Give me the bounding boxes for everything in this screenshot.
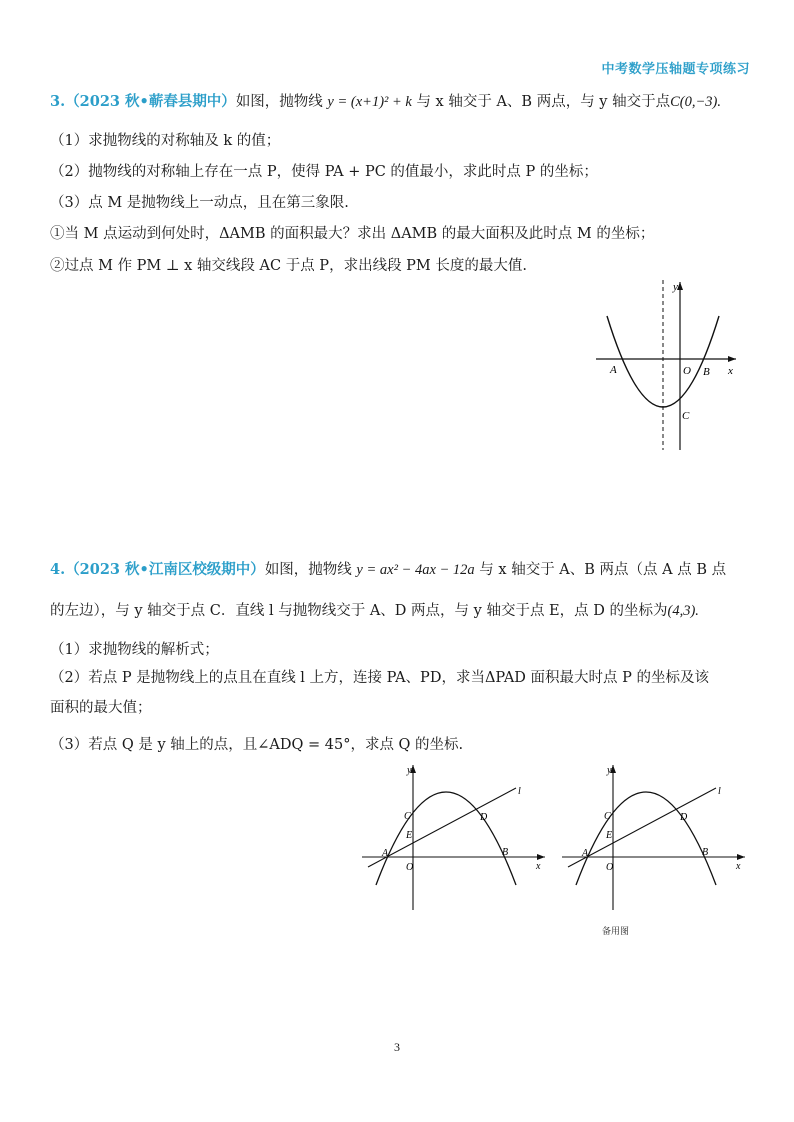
q4-stem-line2 [50, 601, 699, 621]
q3-stem-b: 与 x 轴交于 A、B 两点，与 y 轴交于点 [416, 94, 671, 110]
q4-stem-a: 如图，抛物线 [264, 562, 352, 578]
q3-fig-O-label: O [683, 365, 691, 377]
q3-fig-C-label: C [682, 410, 690, 422]
q3-number: 3. [50, 93, 66, 110]
q4-fig-O-label: O [406, 862, 414, 873]
q4-fig-y-label: y [407, 765, 412, 776]
q3-source: （2023 秋•蕲春县期中） [65, 93, 236, 110]
q4-equation: y = ax² − 4ax − 12a [356, 562, 475, 578]
q4-stem-b: 与 x 轴交于 A、B 两点（点 A 点 B 点 [479, 562, 727, 578]
q3-fig-y-label: y [673, 281, 678, 293]
q4-figure-main [358, 760, 550, 912]
q4-backup-l-label: l [718, 786, 721, 797]
q4-part2: （2）若点 P 是抛物线上的点且在直线 l 上方，连接 PA、PD，求当ΔPAD 面积最大时点 P 的坐标及该 [50, 670, 710, 686]
q4-figure-backup [558, 760, 750, 912]
q4-fig-E-label: E [406, 830, 413, 841]
q3-stem [50, 92, 721, 112]
page-number: 3 [394, 1040, 400, 1054]
q3-fig-B-label: B [703, 366, 710, 378]
q4-fig-l-label: l [518, 786, 521, 797]
q4-backup-O-label: O [606, 862, 614, 873]
backup-figure-caption: 备用图 [602, 927, 630, 937]
q3-equation: y = (x+1)² + k [327, 94, 412, 110]
q3-fig-x-label: x [728, 365, 733, 377]
q4-backup-x-label: x [736, 861, 741, 872]
q4-fig-D-label: D [480, 812, 488, 823]
q3-part3: （3）点 M 是抛物线上一动点，且在第三象限. [50, 195, 349, 211]
q4-stem-c: 的左边），与 y 轴交于点 C．直线 l 与抛物线交于 A、D 两点，与 y 轴交于点 E，点 D 的坐标为 [50, 603, 668, 619]
q4-part2b: 面积的最大值； [50, 700, 152, 716]
q4-backup-B-label: B [702, 847, 709, 858]
q4-stem [50, 560, 726, 580]
q4-fig-A-label: A [382, 848, 389, 859]
q4-backup-C-label: C [604, 811, 611, 822]
q3-part3b: ②过点 M 作 PM ⊥ x 轴交线段 AC 于点 P，求出线段 PM 长度的最大值. [50, 258, 527, 274]
q4-source: （2023 秋•江南区校级期中） [65, 561, 265, 578]
q4-part1: （1）求抛物线的解析式； [50, 642, 219, 658]
q4-part3: （3）若点 Q 是 y 轴上的点，且∠ADQ = 45°，求点 Q 的坐标. [50, 737, 464, 753]
q4-backup-E-label: E [606, 830, 613, 841]
q3-stem-a: 如图，抛物线 [235, 94, 323, 110]
q4-backup-y-label: y [607, 765, 612, 776]
q3-part2: （2）抛物线的对称轴上存在一点 P，使得 PA + PC 的值最小，求此时点 P 的坐标； [50, 164, 598, 180]
header-title: 中考数学压轴题专项练习 [601, 62, 750, 77]
q3-point-c: C(0,−3). [670, 94, 721, 110]
q4-fig-x-label: x [536, 861, 541, 872]
q3-figure [590, 278, 745, 453]
q4-fig-B-label: B [502, 847, 509, 858]
q4-backup-A-label: A [582, 848, 589, 859]
q3-part3a: ①当 M 点运动到何处时，ΔAMB 的面积最大？求出 ΔAMB 的最大面积及此时点 M 的坐标； [50, 226, 655, 242]
q4-number: 4. [50, 561, 66, 578]
q3-part1: （1）求抛物线的对称轴及 k 的值； [50, 133, 281, 149]
q4-fig-C-label: C [404, 811, 411, 822]
q3-fig-A-label: A [610, 364, 617, 376]
q4-point-d: (4,3). [667, 603, 699, 619]
q4-backup-D-label: D [680, 812, 688, 823]
